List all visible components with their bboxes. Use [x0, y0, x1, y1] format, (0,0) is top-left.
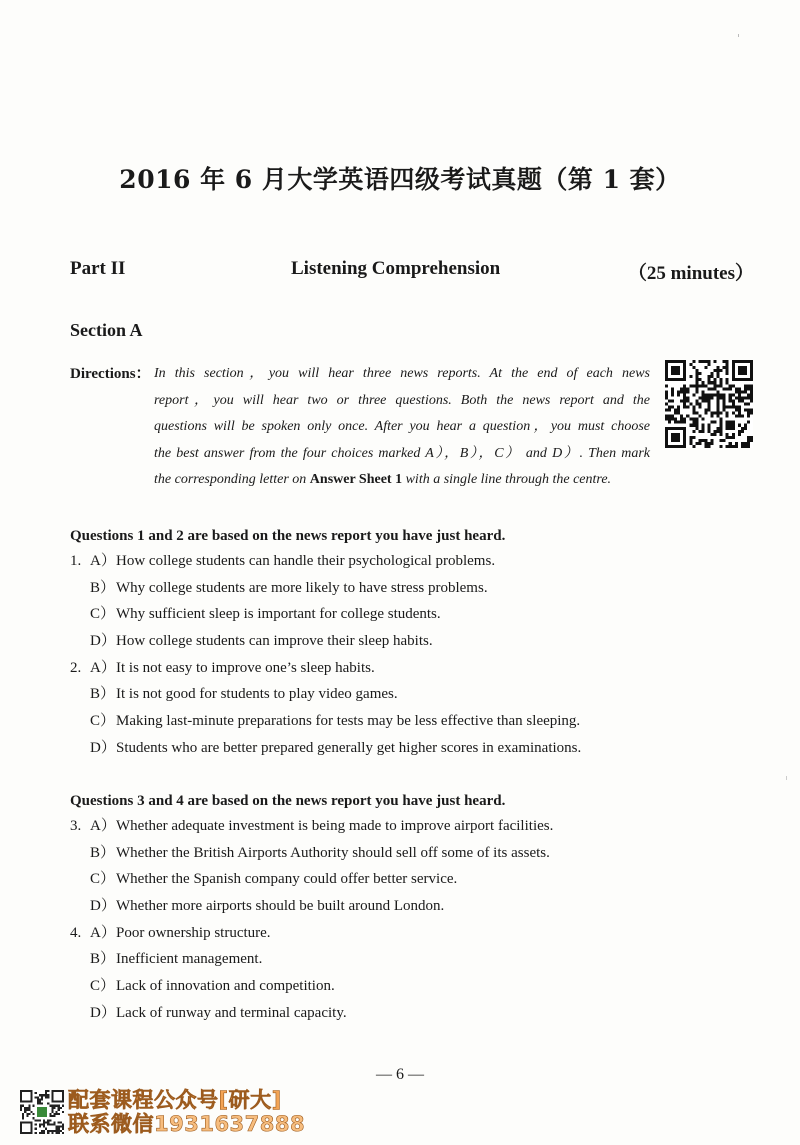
question-4-option-b	[70, 946, 770, 973]
option-letter: B）	[90, 579, 116, 596]
option-text: Lack of innovation and competition.	[116, 978, 335, 995]
option-text: Lack of runway and terminal capacity.	[116, 1004, 347, 1021]
option-text: How college students can improve their sleep habits.	[116, 633, 433, 650]
option-text: Why sufficient sleep is important for college students.	[116, 606, 441, 623]
option-text: Why college students are more likely to have stress problems.	[116, 579, 488, 596]
option-text: How college students can handle their psychological problems.	[116, 553, 496, 569]
page-title: 2016 年 6 月大学英语四级考试真题（第 1 套）	[119, 165, 681, 194]
question-1-option-d	[70, 628, 770, 655]
footer-banner	[68, 1088, 312, 1138]
option-text: Whether the British Airports Authority should sell off some of its assets.	[116, 844, 550, 861]
question-group-heading: Questions 1 and 2 are based on the news report you have just heard.	[70, 528, 506, 544]
page-number: — 6 —	[376, 1066, 424, 1083]
question-4-option-d	[70, 1000, 770, 1027]
question-group	[70, 789, 770, 1027]
option-letter: D）	[90, 739, 116, 756]
directions-line: questions will be spoken only once. After you hear a question，you must choose	[154, 419, 650, 435]
option-letter: D）	[90, 633, 116, 650]
option-letter: C）	[90, 871, 116, 888]
option-letter: B）	[90, 844, 116, 861]
option-text: Making last-minute preparations for tests may be less effective than sleeping.	[116, 713, 581, 730]
option-text: Inefficient management.	[116, 951, 263, 968]
part-label: Part II	[70, 258, 126, 279]
question-2-option-d	[70, 735, 770, 762]
option-text: Whether the Spanish company could offer better service.	[116, 871, 458, 888]
part-name: Listening Comprehension	[291, 258, 501, 279]
answer-sheet-ref: Answer Sheet 1	[309, 472, 403, 488]
question-1-option-a	[70, 548, 770, 575]
directions-line: In this section，you will hear three news reports. At the end of each news	[154, 366, 650, 381]
option-letter: D）	[90, 898, 116, 915]
option-letter: C）	[90, 978, 116, 995]
footer-qr-code-icon	[20, 1090, 64, 1134]
option-letter: A）	[90, 553, 116, 569]
option-text: Whether more airports should be built around London.	[116, 898, 445, 915]
footer-banner-line: 联系微信1931637888	[68, 1112, 306, 1136]
question-3-option-c	[70, 866, 770, 893]
question-2-option-a	[70, 655, 770, 682]
option-letter: D）	[90, 1004, 116, 1021]
directions-line-end: with a single line through the centre.	[402, 472, 612, 488]
option-letter: B）	[90, 686, 116, 703]
option-letter: A）	[90, 924, 116, 941]
question-group-heading: Questions 3 and 4 are based on the news report you have just heard.	[70, 793, 506, 809]
section-heading: Section A	[70, 320, 143, 340]
part-header	[70, 258, 754, 286]
question-2-option-b	[70, 681, 770, 708]
directions-line: report，you will hear two or three questions. Both the news report and the	[154, 392, 650, 408]
question-1-option-b	[70, 575, 770, 602]
option-letter: C）	[90, 606, 116, 623]
option-text: Poor ownership structure.	[116, 924, 271, 941]
question-group	[70, 524, 770, 762]
question-3-option-d	[70, 893, 770, 920]
directions-text	[154, 361, 734, 494]
scan-mark	[786, 776, 787, 780]
question-number: 1.	[70, 553, 82, 569]
option-letter: C）	[90, 713, 116, 730]
question-1-option-c	[70, 601, 770, 628]
question-number: 4.	[70, 924, 82, 941]
option-text: It is not easy to improve one’s sleep habits.	[116, 659, 375, 676]
question-3-option-b	[70, 840, 770, 867]
directions-line-start: the corresponding letter on	[154, 472, 310, 488]
part-time: （25 minutes）	[627, 263, 754, 284]
directions-label: Directions：	[70, 366, 151, 382]
directions-line	[154, 467, 734, 494]
scan-mark	[738, 34, 739, 37]
directions-line: the best answer from the four choices marked A），B），C） and D）. Then mark	[154, 445, 650, 461]
question-4-option-a	[70, 920, 770, 947]
option-letter: A）	[90, 818, 116, 834]
qr-code-icon	[665, 360, 753, 448]
option-letter: A）	[90, 659, 116, 676]
question-3-option-a	[70, 813, 770, 840]
question-number: 3.	[70, 818, 82, 834]
option-text: Students who are better prepared generally get higher scores in examinations.	[116, 739, 582, 756]
question-number: 2.	[70, 659, 82, 676]
option-letter: B）	[90, 951, 116, 968]
question-2-option-c	[70, 708, 770, 735]
option-text: It is not good for students to play video games.	[116, 686, 398, 703]
option-text: Whether adequate investment is being made to improve airport facilities.	[116, 818, 554, 834]
question-4-option-c	[70, 973, 770, 1000]
footer-banner-line: 配套课程公众号[研大]	[68, 1088, 282, 1112]
